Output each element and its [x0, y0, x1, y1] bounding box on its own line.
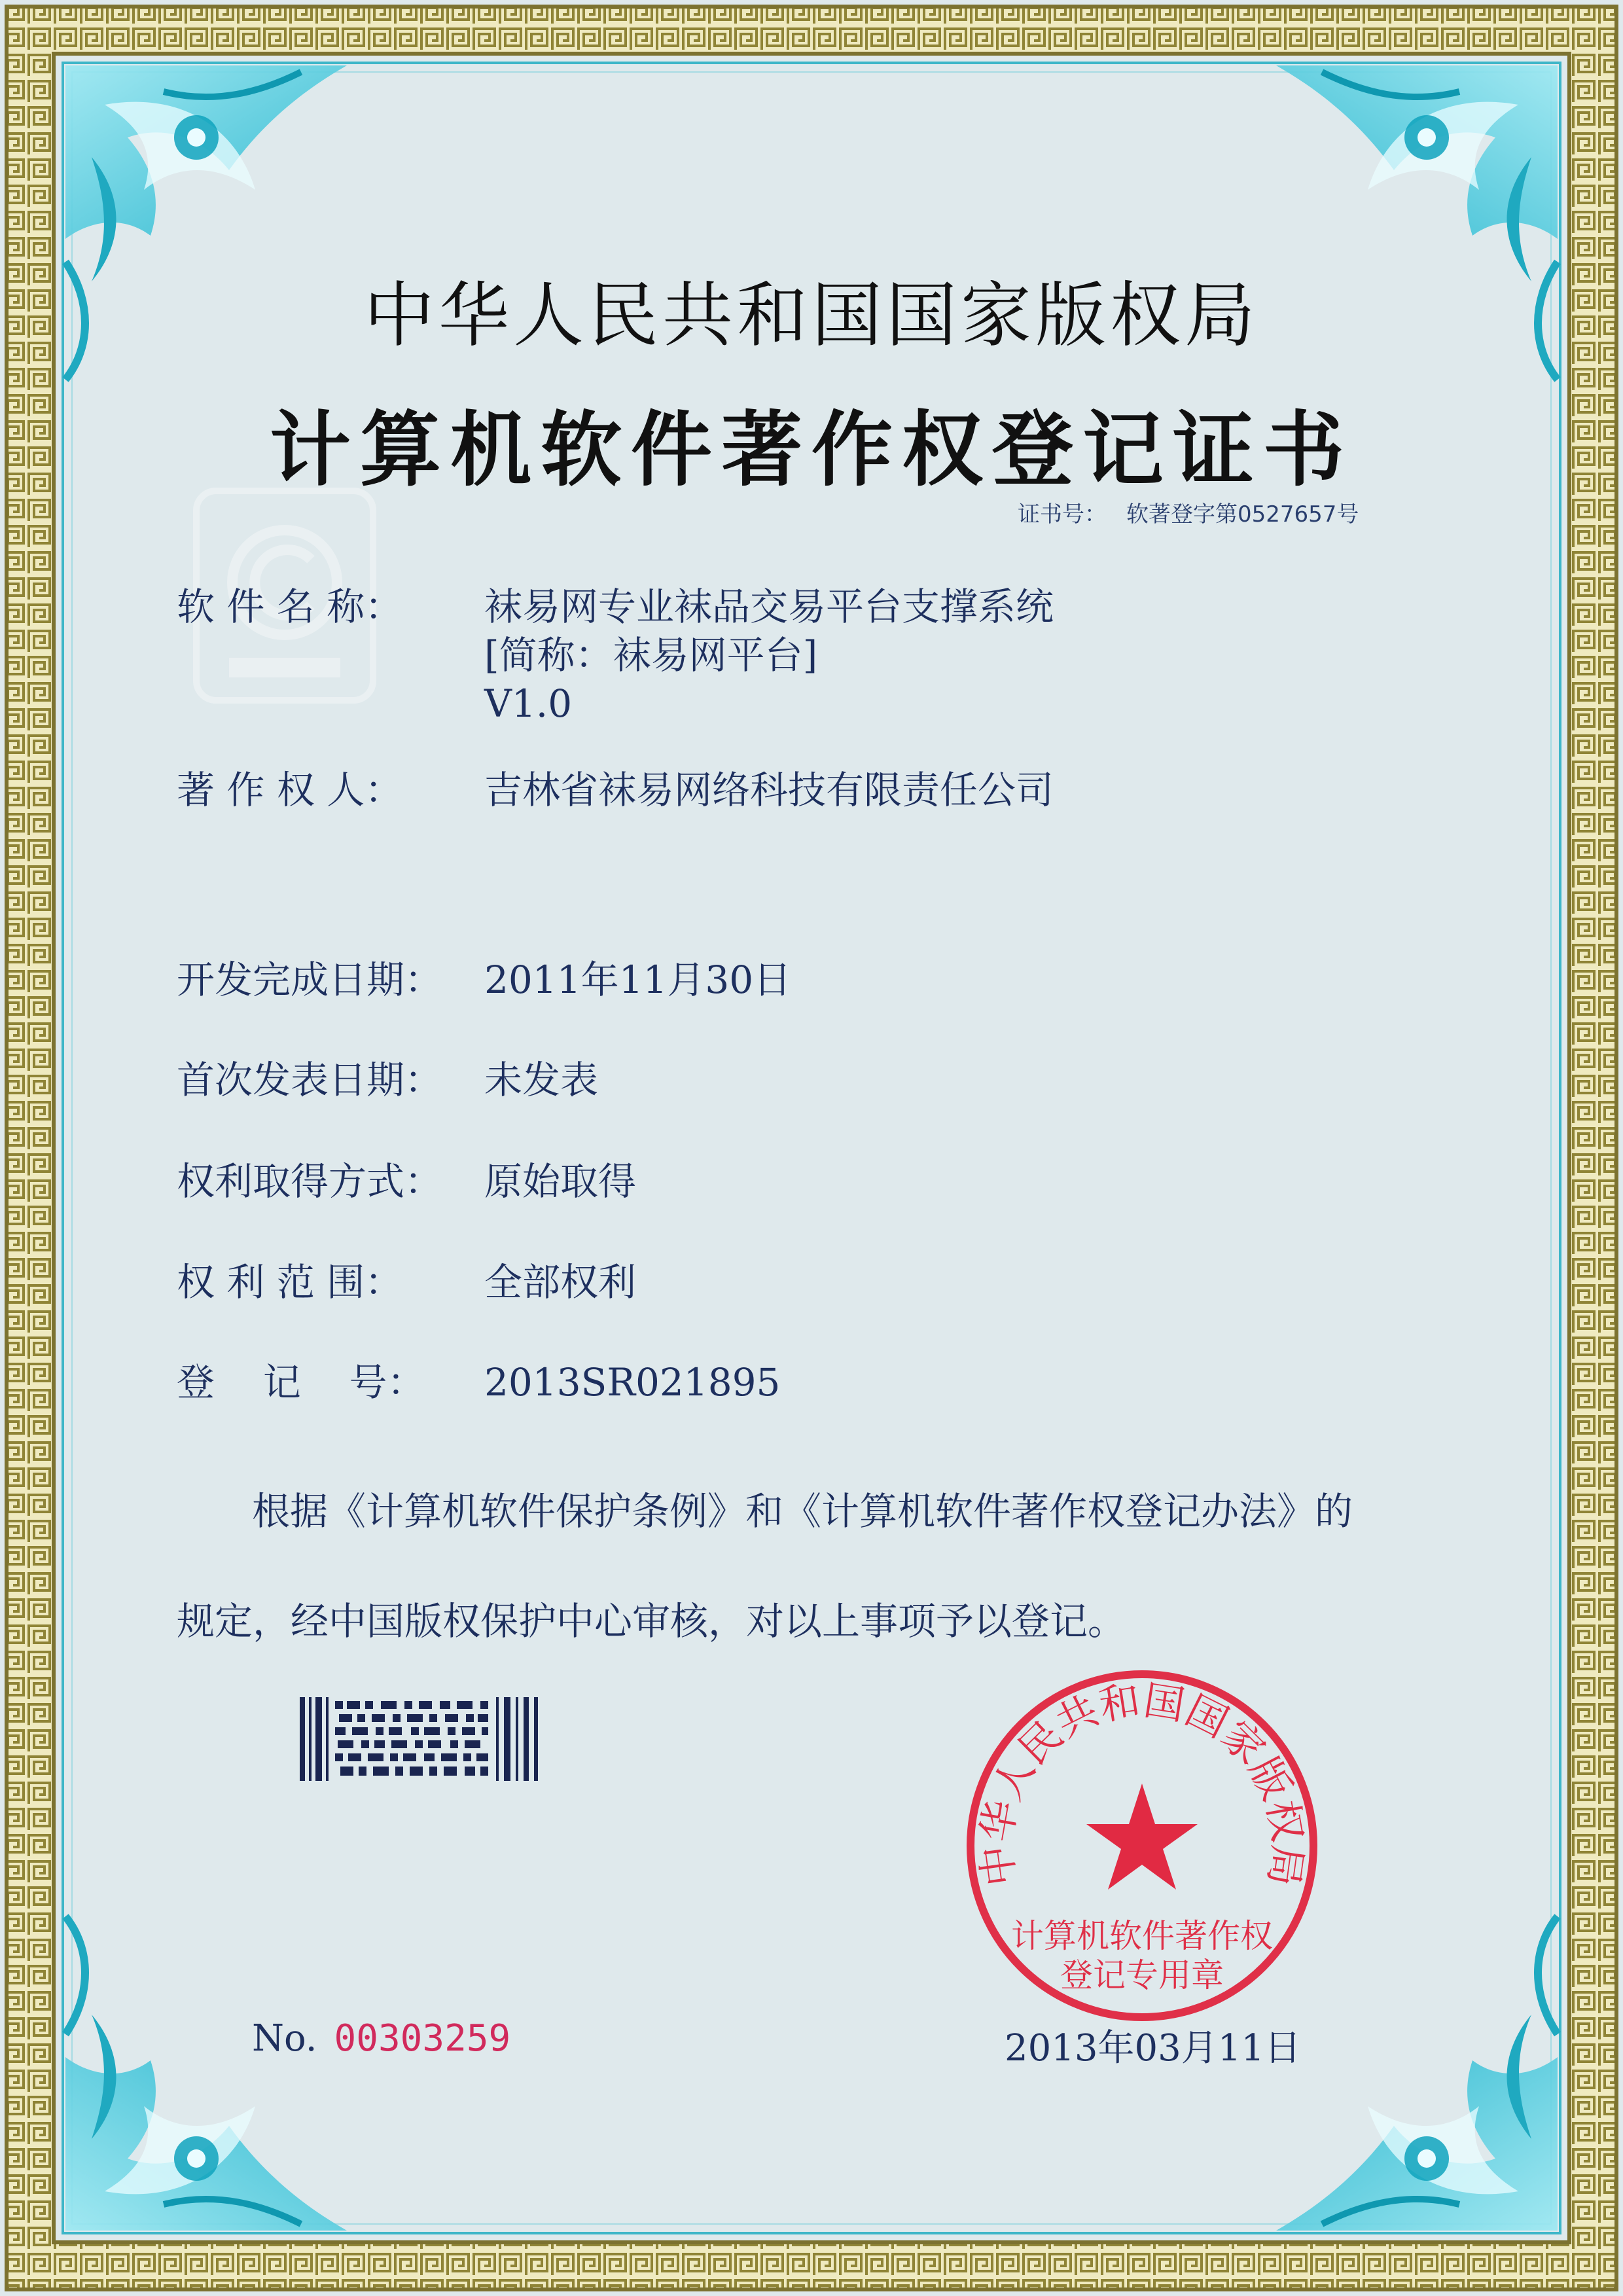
certificate-number	[1018, 496, 1359, 528]
software-version: V1.0	[484, 681, 573, 726]
serial-number-value: 00303259	[334, 2017, 511, 2060]
certificate-number-value: 软著登字第0527657号	[1126, 501, 1359, 528]
acquisition-label: 权利取得方式：	[177, 1159, 443, 1204]
statement-line-2: 规定，经中国版权保护中心审核，对以上事项予以登记。	[177, 1599, 1126, 1643]
issuing-authority: 中华人民共和国国家版权局	[363, 275, 1259, 357]
software-name-value	[484, 583, 1054, 728]
copyright-owner-label: 著 作 权 人：	[177, 768, 403, 812]
publish-date-value: 未发表	[484, 1058, 599, 1102]
issue-date: 2013年03月11日	[1005, 2027, 1302, 2070]
certificate-number-label: 证书号：	[1018, 501, 1107, 528]
dev-date-label: 开发完成日期：	[177, 958, 443, 1002]
barcode-icon	[300, 1697, 539, 1781]
scope-value: 全部权利	[484, 1260, 637, 1304]
software-name-short: [简称：袜易网平台]	[484, 633, 818, 677]
scope-label: 权 利 范 围：	[177, 1260, 403, 1304]
official-seal-icon	[952, 1659, 1332, 2026]
publish-date-label: 首次发表日期：	[177, 1058, 443, 1102]
statement-line-1: 根据《计算机软件保护条例》和《计算机软件著作权登记办法》的	[252, 1489, 1353, 1534]
software-name-line: 袜易网专业袜品交易平台支撑系统	[484, 584, 1054, 629]
seal-inner-line-2: 登记专用章	[1060, 1956, 1224, 1994]
serial-number	[252, 2017, 510, 2060]
acquisition-value: 原始取得	[484, 1159, 637, 1204]
seal-inner-line-1: 计算机软件著作权	[1011, 1917, 1273, 1955]
copyright-owner-value: 吉林省袜易网络科技有限责任公司	[484, 768, 1054, 812]
seal-ring-text: 中华人民共和国国家版权局	[972, 1676, 1312, 1890]
software-name-label: 软 件 名 称：	[177, 584, 403, 629]
reg-number-label: 登 记 号：	[177, 1360, 425, 1405]
reg-number-value: 2013SR021895	[484, 1360, 781, 1405]
certificate-title: 计算机软件著作权登记证书	[269, 403, 1353, 497]
dev-date-value: 2011年11月30日	[484, 958, 792, 1002]
serial-number-label: No.	[252, 2017, 317, 2060]
